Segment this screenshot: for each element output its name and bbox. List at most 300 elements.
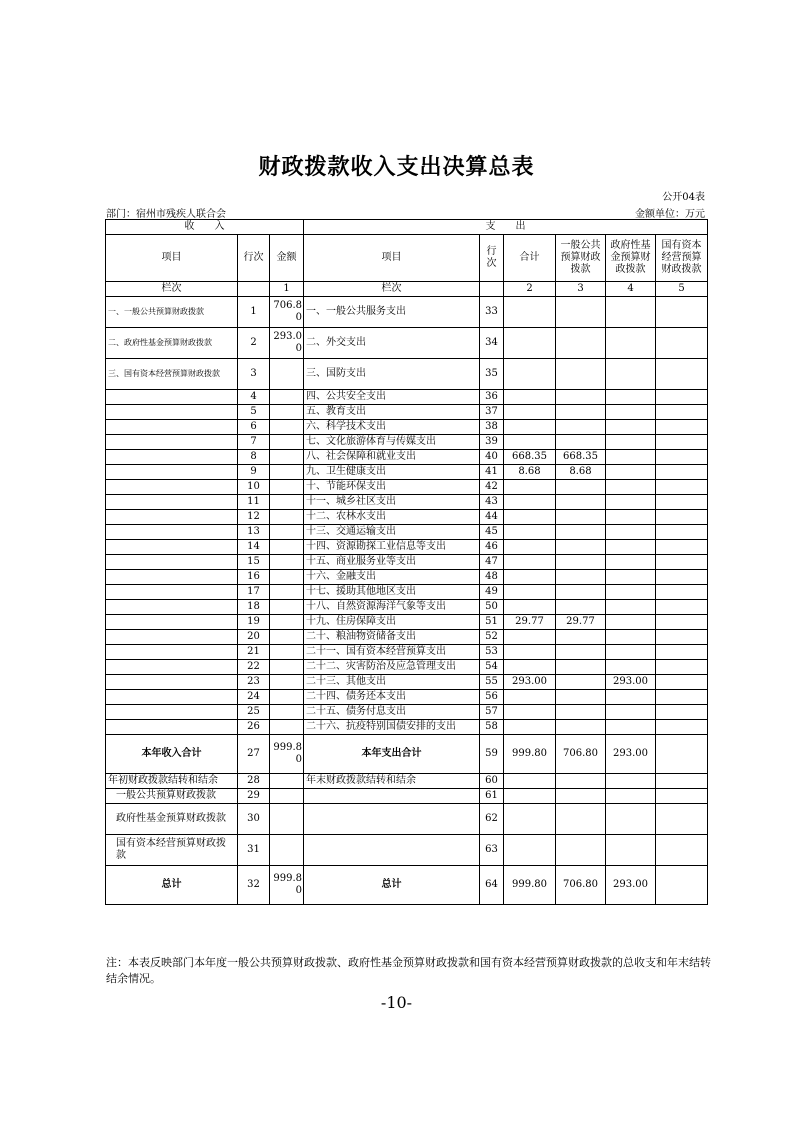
general-budget-cell (556, 420, 606, 435)
expense-line-cell: 48 (480, 570, 504, 585)
table-row (106, 555, 708, 570)
column-number: 3 (556, 282, 606, 297)
fund-budget-cell (606, 405, 656, 420)
expense-line-header: 行次 (480, 235, 504, 282)
department-label: 部门：宿州市残疾人联合会 (106, 209, 226, 220)
footnote: 注：本表反映部门本年度一般公共预算财政拨款、政府性基金预算财政拨款和国有资本经营预算财政拨款的总收支和年末结转结余情况。 (106, 956, 711, 985)
expense-line-cell: 35 (480, 359, 504, 390)
income-amount-cell (270, 450, 304, 465)
state-capital-cell (656, 660, 708, 675)
expense-item-cell: 七、文化旅游体育与传媒支出 (304, 435, 480, 450)
fund-budget-cell (606, 435, 656, 450)
total-cell (504, 328, 556, 359)
income-line-cell: 10 (238, 480, 270, 495)
table-row (106, 405, 708, 420)
income-line-cell: 15 (238, 555, 270, 570)
income-line-cell: 24 (238, 690, 270, 705)
income-item-cell: 国有资本经营预算财政拨款 (106, 835, 238, 866)
total-cell (504, 510, 556, 525)
income-line-cell: 28 (238, 774, 270, 789)
income-amount-cell (270, 420, 304, 435)
general-budget-cell: 29.77 (556, 615, 606, 630)
fund-budget-cell (606, 600, 656, 615)
income-line-cell: 7 (238, 435, 270, 450)
expense-item-cell: 六、科学技术支出 (304, 420, 480, 435)
income-line-cell: 9 (238, 465, 270, 480)
fund-budget-cell (606, 555, 656, 570)
state-capital-cell (656, 735, 708, 774)
income-item-cell (106, 720, 238, 735)
expense-item-cell: 十三、交通运输支出 (304, 525, 480, 540)
state-capital-cell (656, 774, 708, 789)
expense-line-cell: 54 (480, 660, 504, 675)
expense-line-cell: 58 (480, 720, 504, 735)
table-row (106, 495, 708, 510)
state-capital-cell (656, 328, 708, 359)
general-budget-cell (556, 690, 606, 705)
total-cell (504, 495, 556, 510)
carry-row (106, 804, 708, 835)
income-amount-cell (270, 465, 304, 480)
income-line-cell: 2 (238, 328, 270, 359)
general-budget-cell: 8.68 (556, 465, 606, 480)
state-capital-cell (656, 866, 708, 905)
table-row (106, 359, 708, 390)
general-budget-cell (556, 525, 606, 540)
total-cell (504, 525, 556, 540)
state-capital-cell (656, 435, 708, 450)
column-blank (480, 282, 504, 297)
income-item-cell (106, 675, 238, 690)
income-line-cell: 12 (238, 510, 270, 525)
expense-line-cell: 45 (480, 525, 504, 540)
income-item-cell (106, 690, 238, 705)
income-item-cell: 三、国有资本经营预算财政拨款 (106, 359, 238, 390)
fund-budget-cell: 293.00 (606, 675, 656, 690)
fund-budget-cell: 293.00 (606, 866, 656, 905)
income-amount-cell: 999.80 (270, 735, 304, 774)
general-budget-header: 一般公共预算财政拨款 (556, 235, 606, 282)
fund-budget-cell: 293.00 (606, 735, 656, 774)
fund-budget-cell (606, 297, 656, 328)
expense-item-cell: 二十五、债务付息支出 (304, 705, 480, 720)
table-row (106, 510, 708, 525)
fund-budget-cell (606, 495, 656, 510)
expense-item-cell: 十五、商业服务业等支出 (304, 555, 480, 570)
total-cell (504, 835, 556, 866)
state-capital-cell (656, 585, 708, 600)
general-budget-cell (556, 585, 606, 600)
expense-item-cell: 五、教育支出 (304, 405, 480, 420)
table-row (106, 615, 708, 630)
income-item-cell (106, 435, 238, 450)
total-cell (504, 480, 556, 495)
general-budget-cell (556, 804, 606, 835)
state-capital-cell (656, 630, 708, 645)
expense-line-cell: 62 (480, 804, 504, 835)
income-amount-cell (270, 660, 304, 675)
expense-total-label: 总计 (304, 866, 480, 905)
grand-total-row (106, 866, 708, 905)
expense-section-header: 支 出 (304, 220, 708, 235)
income-item-cell: 年初财政拨款结转和结余 (106, 774, 238, 789)
income-amount-cell (270, 570, 304, 585)
expense-line-cell: 57 (480, 705, 504, 720)
income-amount-header: 金额 (270, 235, 304, 282)
total-cell (504, 570, 556, 585)
expense-item-cell: 十九、住房保障支出 (304, 615, 480, 630)
income-amount-cell (270, 615, 304, 630)
table-row (106, 720, 708, 735)
state-capital-cell (656, 420, 708, 435)
carry-row (106, 835, 708, 866)
state-capital-cell (656, 690, 708, 705)
income-amount-cell (270, 540, 304, 555)
total-cell: 999.80 (504, 735, 556, 774)
income-line-cell: 30 (238, 804, 270, 835)
total-cell (504, 720, 556, 735)
table-row (106, 660, 708, 675)
income-item-cell (106, 630, 238, 645)
budget-table (105, 219, 708, 905)
total-cell (504, 645, 556, 660)
fund-budget-cell (606, 615, 656, 630)
fund-budget-cell (606, 660, 656, 675)
table-row (106, 645, 708, 660)
fund-budget-cell (606, 789, 656, 804)
expense-item-cell: 十八、自然资源海洋气象等支出 (304, 600, 480, 615)
expense-item-cell: 十四、资源勘探工业信息等支出 (304, 540, 480, 555)
total-cell (504, 789, 556, 804)
income-item-cell (106, 525, 238, 540)
total-cell: 999.80 (504, 866, 556, 905)
fund-budget-cell (606, 774, 656, 789)
income-amount-cell (270, 525, 304, 540)
expense-line-cell: 38 (480, 420, 504, 435)
income-line-cell: 25 (238, 705, 270, 720)
table-row (106, 525, 708, 540)
expense-line-cell: 33 (480, 297, 504, 328)
income-amount-cell (270, 510, 304, 525)
income-line-cell: 20 (238, 630, 270, 645)
fund-budget-cell (606, 720, 656, 735)
general-budget-cell (556, 789, 606, 804)
fund-budget-cell (606, 480, 656, 495)
income-line-cell: 4 (238, 390, 270, 405)
table-row (106, 540, 708, 555)
fund-budget-cell (606, 359, 656, 390)
expense-item-cell: 三、国防支出 (304, 359, 480, 390)
fund-budget-cell (606, 450, 656, 465)
table-row (106, 435, 708, 450)
expense-item-cell: 一、一般公共服务支出 (304, 297, 480, 328)
income-item-cell (106, 615, 238, 630)
general-budget-cell (556, 774, 606, 789)
fund-budget-cell (606, 525, 656, 540)
state-capital-cell (656, 835, 708, 866)
income-amount-cell (270, 705, 304, 720)
income-amount-cell (270, 390, 304, 405)
total-cell (504, 405, 556, 420)
general-budget-cell: 706.80 (556, 735, 606, 774)
expense-item-cell (304, 835, 480, 866)
income-amount-cell (270, 435, 304, 450)
expense-item-cell: 十六、金融支出 (304, 570, 480, 585)
table-row (106, 630, 708, 645)
expense-line-cell: 55 (480, 675, 504, 690)
table-row (106, 328, 708, 359)
column-number: 5 (656, 282, 708, 297)
general-budget-cell (556, 390, 606, 405)
table-row (106, 465, 708, 480)
fund-budget-cell (606, 328, 656, 359)
table-row (106, 600, 708, 615)
fund-budget-cell (606, 570, 656, 585)
column-number: 1 (270, 282, 304, 297)
expense-item-cell: 二十二、灾害防治及应急管理支出 (304, 660, 480, 675)
income-line-cell: 29 (238, 789, 270, 804)
state-capital-cell (656, 555, 708, 570)
income-item-cell (106, 570, 238, 585)
state-capital-header: 国有资本经营预算财政拨款 (656, 235, 708, 282)
total-cell (504, 690, 556, 705)
expense-item-cell (304, 789, 480, 804)
table-row (106, 450, 708, 465)
general-budget-cell (556, 570, 606, 585)
income-line-cell: 19 (238, 615, 270, 630)
general-budget-cell (556, 660, 606, 675)
income-line-cell: 27 (238, 735, 270, 774)
income-amount-cell (270, 835, 304, 866)
expense-line-cell: 37 (480, 405, 504, 420)
total-cell (504, 630, 556, 645)
state-capital-cell (656, 570, 708, 585)
total-cell (504, 705, 556, 720)
general-budget-cell (556, 297, 606, 328)
state-capital-cell (656, 804, 708, 835)
general-budget-cell (556, 480, 606, 495)
general-budget-cell (556, 720, 606, 735)
expense-item-cell: 二、外交支出 (304, 328, 480, 359)
form-code: 公开04表 (662, 192, 705, 203)
general-budget-cell: 668.35 (556, 450, 606, 465)
expense-item-cell: 二十四、债务还本支出 (304, 690, 480, 705)
total-cell (504, 435, 556, 450)
fund-budget-cell (606, 835, 656, 866)
income-line-header: 行次 (238, 235, 270, 282)
income-amount-cell (270, 804, 304, 835)
expense-item-cell: 十二、农林水支出 (304, 510, 480, 525)
general-budget-cell (556, 435, 606, 450)
state-capital-cell (656, 450, 708, 465)
total-cell: 8.68 (504, 465, 556, 480)
total-cell (504, 297, 556, 328)
fund-budget-cell (606, 690, 656, 705)
income-item-header: 项目 (106, 235, 238, 282)
total-cell: 29.77 (504, 615, 556, 630)
fund-budget-cell (606, 585, 656, 600)
income-line-cell: 3 (238, 359, 270, 390)
fund-budget-cell (606, 645, 656, 660)
expense-line-cell: 50 (480, 600, 504, 615)
state-capital-cell (656, 720, 708, 735)
income-amount-cell (270, 774, 304, 789)
state-capital-cell (656, 645, 708, 660)
income-line-cell: 23 (238, 675, 270, 690)
income-line-cell: 5 (238, 405, 270, 420)
income-line-cell: 8 (238, 450, 270, 465)
total-cell (504, 359, 556, 390)
income-line-cell: 17 (238, 585, 270, 600)
column-row-label: 栏次 (304, 282, 480, 297)
general-budget-cell: 706.80 (556, 866, 606, 905)
table-row (106, 390, 708, 405)
income-item-cell (106, 555, 238, 570)
expense-line-cell: 52 (480, 630, 504, 645)
expense-line-cell: 40 (480, 450, 504, 465)
income-amount-cell (270, 690, 304, 705)
income-amount-cell: 999.80 (270, 866, 304, 905)
income-amount-cell (270, 555, 304, 570)
general-budget-cell (556, 555, 606, 570)
income-line-cell: 18 (238, 600, 270, 615)
income-item-cell: 一般公共预算财政拨款 (106, 789, 238, 804)
income-amount-cell (270, 359, 304, 390)
total-cell (504, 600, 556, 615)
income-line-cell: 14 (238, 540, 270, 555)
income-item-cell: 二、政府性基金预算财政拨款 (106, 328, 238, 359)
state-capital-cell (656, 465, 708, 480)
income-line-cell: 26 (238, 720, 270, 735)
general-budget-cell (556, 359, 606, 390)
table-row (106, 585, 708, 600)
income-item-cell (106, 660, 238, 675)
general-budget-cell (556, 675, 606, 690)
state-capital-cell (656, 480, 708, 495)
expense-item-cell: 十一、城乡社区支出 (304, 495, 480, 510)
state-capital-cell (656, 405, 708, 420)
table-row (106, 570, 708, 585)
carry-row (106, 774, 708, 789)
total-header: 合计 (504, 235, 556, 282)
expense-line-cell: 36 (480, 390, 504, 405)
income-line-cell: 31 (238, 835, 270, 866)
column-number: 2 (504, 282, 556, 297)
income-line-cell: 32 (238, 866, 270, 905)
column-row-label: 栏次 (106, 282, 238, 297)
fund-budget-cell (606, 804, 656, 835)
income-total-label: 本年收入合计 (106, 735, 238, 774)
expense-line-cell: 44 (480, 510, 504, 525)
fund-budget-cell (606, 420, 656, 435)
income-item-cell (106, 585, 238, 600)
page-title: 财政拨款收入支出决算总表 (258, 155, 535, 180)
income-line-cell: 22 (238, 660, 270, 675)
year-total-row (106, 735, 708, 774)
income-item-cell (106, 705, 238, 720)
income-item-cell (106, 600, 238, 615)
income-amount-cell (270, 495, 304, 510)
income-amount-cell (270, 480, 304, 495)
table-row (106, 705, 708, 720)
table-row (106, 420, 708, 435)
expense-line-cell: 61 (480, 789, 504, 804)
expense-item-cell: 二十三、其他支出 (304, 675, 480, 690)
expense-item-cell: 二十、粮油物资储备支出 (304, 630, 480, 645)
state-capital-cell (656, 297, 708, 328)
expense-line-cell: 64 (480, 866, 504, 905)
expense-line-cell: 34 (480, 328, 504, 359)
fund-budget-cell (606, 390, 656, 405)
expense-item-cell: 十七、援助其他地区支出 (304, 585, 480, 600)
state-capital-cell (656, 510, 708, 525)
total-cell (504, 390, 556, 405)
state-capital-cell (656, 789, 708, 804)
income-item-cell: 一、一般公共预算财政拨款 (106, 297, 238, 328)
general-budget-cell (556, 495, 606, 510)
expense-line-cell: 42 (480, 480, 504, 495)
income-item-cell (106, 480, 238, 495)
table-row (106, 675, 708, 690)
state-capital-cell (656, 615, 708, 630)
income-amount-cell (270, 645, 304, 660)
income-section-header: 收 入 (106, 220, 304, 235)
income-line-cell: 13 (238, 525, 270, 540)
income-item-cell (106, 465, 238, 480)
expense-item-cell: 四、公共安全支出 (304, 390, 480, 405)
expense-line-cell: 51 (480, 615, 504, 630)
expense-item-cell: 十、节能环保支出 (304, 480, 480, 495)
state-capital-cell (656, 675, 708, 690)
income-item-cell (106, 510, 238, 525)
expense-item-cell: 二十六、抗疫特别国债安排的支出 (304, 720, 480, 735)
general-budget-cell (556, 540, 606, 555)
state-capital-cell (656, 600, 708, 615)
expense-line-cell: 43 (480, 495, 504, 510)
general-budget-cell (556, 328, 606, 359)
income-amount-cell (270, 585, 304, 600)
general-budget-cell (556, 630, 606, 645)
income-line-cell: 11 (238, 495, 270, 510)
income-line-cell: 16 (238, 570, 270, 585)
total-cell (504, 540, 556, 555)
general-budget-cell (556, 835, 606, 866)
state-capital-cell (656, 495, 708, 510)
fund-budget-cell (606, 540, 656, 555)
income-line-cell: 6 (238, 420, 270, 435)
total-cell (504, 555, 556, 570)
table-row (106, 690, 708, 705)
expense-line-cell: 49 (480, 585, 504, 600)
income-item-cell (106, 420, 238, 435)
state-capital-cell (656, 359, 708, 390)
income-item-cell (106, 405, 238, 420)
expense-item-cell: 二十一、国有资本经营预算支出 (304, 645, 480, 660)
column-number: 4 (606, 282, 656, 297)
expense-line-cell: 47 (480, 555, 504, 570)
unit-label: 金额单位：万元 (635, 209, 705, 220)
expense-item-cell: 九、卫生健康支出 (304, 465, 480, 480)
general-budget-cell (556, 600, 606, 615)
income-amount-cell (270, 675, 304, 690)
expense-line-cell: 46 (480, 540, 504, 555)
total-cell (504, 804, 556, 835)
expense-total-label: 本年支出合计 (304, 735, 480, 774)
carry-row (106, 789, 708, 804)
expense-line-cell: 63 (480, 835, 504, 866)
general-budget-cell (556, 405, 606, 420)
income-amount-cell (270, 630, 304, 645)
